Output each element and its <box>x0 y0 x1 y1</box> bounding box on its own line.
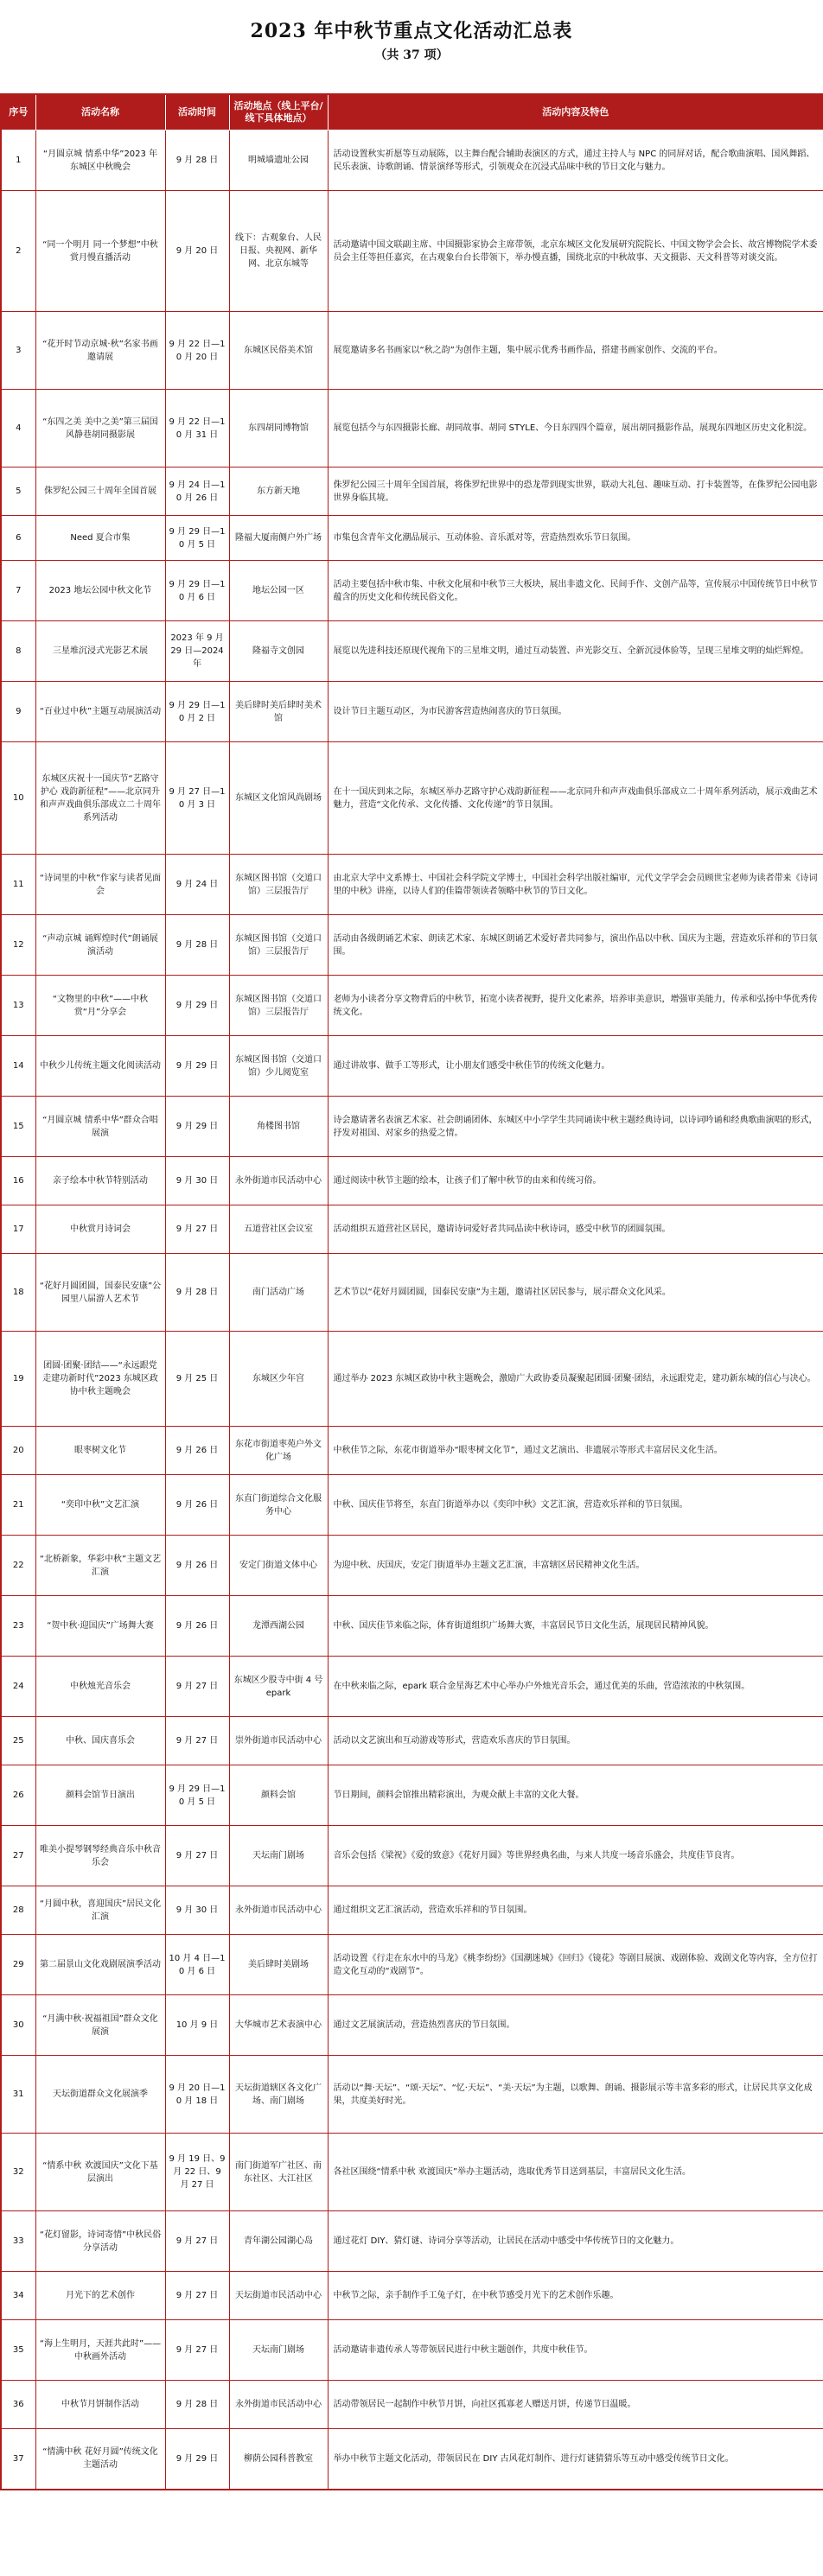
cell-venue: 东花市街道枣苑户外文化广场 <box>229 1427 328 1475</box>
table-row <box>1 561 823 621</box>
cell-no: 9 <box>1 682 35 742</box>
header-time: 活动时间 <box>165 94 229 130</box>
header-venue: 活动地点（线上平台/线下具体地点） <box>229 94 328 130</box>
table-row <box>1 1886 823 1935</box>
table-row <box>1 2134 823 2211</box>
cell-name: “月圆中秋，喜迎国庆”居民文化汇演 <box>35 1886 165 1935</box>
cell-name: “花开时节动京城·秋”名家书画邀请展 <box>35 312 165 390</box>
header-row <box>1 94 823 130</box>
cell-name: “花好月圆团圆，国泰民安康”公园里八届游人艺术节 <box>35 1254 165 1332</box>
cell-no: 21 <box>1 1475 35 1536</box>
cell-no: 11 <box>1 855 35 915</box>
cell-venue: 永外街道市民活动中心 <box>229 1886 328 1935</box>
cell-desc: 展览邀请多名书画家以“秋之韵”为创作主题，集中展示优秀书画作品，搭建书画家创作、交流的平台。 <box>328 312 823 390</box>
cell-venue: 永外街道市民活动中心 <box>229 2381 328 2429</box>
cell-no: 37 <box>1 2429 35 2490</box>
table-row <box>1 621 823 682</box>
cell-no: 8 <box>1 621 35 682</box>
cell-no: 25 <box>1 1717 35 1765</box>
cell-desc: 在中秋来临之际，epark 联合金星海艺术中心举办户外烛光音乐会，通过优美的乐曲，营造浓浓的中秋氛围。 <box>328 1657 823 1717</box>
cell-desc: 活动设置秋实祈愿等互动展陈，以主舞台配合辅助表演区的方式，通过主持人与 NPC 的同屏对话，配合歌曲演唱、国风舞蹈、民乐表演、诗歌朗诵、情景演绎等形式，引领观众在沉浸式品味中秋的节日文化与魅力。 <box>328 130 823 191</box>
cell-name: “月圆京城 情系中华”群众合唱展演 <box>35 1097 165 1157</box>
cell-time: 9 月 27 日—10 月 3 日 <box>165 742 229 855</box>
cell-name: 中秋赏月诗词会 <box>35 1205 165 1254</box>
cell-name: 中秋少儿传统主题文化阅读活动 <box>35 1036 165 1097</box>
cell-name: “北桥新象，华彩中秋”主题文艺汇演 <box>35 1536 165 1596</box>
cell-no: 23 <box>1 1596 35 1657</box>
cell-venue: 美后肆时美剧场 <box>229 1935 328 1995</box>
cell-time: 9 月 26 日 <box>165 1475 229 1536</box>
cell-time: 9 月 29 日 <box>165 1097 229 1157</box>
cell-no: 27 <box>1 1826 35 1886</box>
table-row <box>1 1036 823 1097</box>
cell-no: 3 <box>1 312 35 390</box>
table-row <box>1 2381 823 2429</box>
cell-desc: 活动主要包括中秋市集、中秋文化展和中秋节三大板块，展出非遗文化、民间手作、文创产品等，宣传展示中国传统节日中秋节蕴含的历史文化和传统民俗文化。 <box>328 561 823 621</box>
table-row <box>1 1596 823 1657</box>
cell-time: 9 月 28 日 <box>165 915 229 976</box>
cell-no: 20 <box>1 1427 35 1475</box>
cell-time: 9 月 22 日—10 月 20 日 <box>165 312 229 390</box>
cell-no: 22 <box>1 1536 35 1596</box>
cell-venue: 隆福寺文创园 <box>229 621 328 682</box>
table-row <box>1 1995 823 2056</box>
cell-venue: 五道营社区会议室 <box>229 1205 328 1254</box>
cell-desc: 中秋节之际，亲手制作手工兔子灯，在中秋节感受月光下的艺术创作乐趣。 <box>328 2272 823 2320</box>
cell-name: “声动京城 诵辉煌时代”朗诵展演活动 <box>35 915 165 976</box>
table-row <box>1 312 823 390</box>
cell-desc: 活动组织五道营社区居民，邀请诗词爱好者共同品读中秋诗词，感受中秋节的团圆氛围。 <box>328 1205 823 1254</box>
cell-no: 13 <box>1 976 35 1036</box>
cell-name: 亲子绘本中秋节特别活动 <box>35 1157 165 1205</box>
cell-no: 35 <box>1 2320 35 2381</box>
cell-time: 9 月 27 日 <box>165 1717 229 1765</box>
cell-venue: 天坛南门剧场 <box>229 1826 328 1886</box>
document-title: 2023 年中秋节重点文化活动汇总表 <box>250 20 573 42</box>
cell-desc: 由北京大学中文系博士、中国社会科学院文学博士，中国社会科学出版社编审，元代文学学会会员顾世宝老师为读者带来《诗词里的中秋》讲座，以诗人们的佳篇带领读者领略中秋节的节日文化。 <box>328 855 823 915</box>
cell-venue: 崇外街道市民活动中心 <box>229 1717 328 1765</box>
cell-venue: 东城区图书馆（交道口馆）三层报告厅 <box>229 855 328 915</box>
cell-name: “同一个明月 同一个梦想”中秋赏月慢直播活动 <box>35 191 165 312</box>
table-row <box>1 1157 823 1205</box>
table-header <box>1 94 823 130</box>
cell-time: 9 月 20 日 <box>165 191 229 312</box>
cell-time: 9 月 27 日 <box>165 1205 229 1254</box>
cell-desc: 活动以文艺演出和互动游戏等形式，营造欢乐喜庆的节日氛围。 <box>328 1717 823 1765</box>
cell-desc: 各社区围绕“情系中秋 欢渡国庆”举办主题活动，选取优秀节目送到基层，丰富居民文化生活。 <box>328 2134 823 2211</box>
cell-venue: 天坛街道市民活动中心 <box>229 2272 328 2320</box>
table-row <box>1 1657 823 1717</box>
cell-time: 9 月 25 日 <box>165 1332 229 1427</box>
table-row <box>1 1205 823 1254</box>
cell-venue: 柳荫公园科普教室 <box>229 2429 328 2490</box>
cell-no: 16 <box>1 1157 35 1205</box>
table-row <box>1 1475 823 1536</box>
table-row <box>1 1765 823 1826</box>
header-no: 序号 <box>1 94 35 130</box>
cell-desc: 中秋佳节之际，东花市街道举办“眼枣树文化节”，通过文艺演出、非遗展示等形式丰富居民文化生活。 <box>328 1427 823 1475</box>
cell-no: 7 <box>1 561 35 621</box>
cell-venue: 东四胡同博物馆 <box>229 390 328 467</box>
cell-name: “月圆京城 情系中华”2023 年东城区中秋晚会 <box>35 130 165 191</box>
cell-time: 9 月 29 日—10 月 5 日 <box>165 516 229 561</box>
table-row <box>1 1717 823 1765</box>
cell-name: 月光下的艺术创作 <box>35 2272 165 2320</box>
cell-name: “月满中秋·祝福祖国”群众文化展演 <box>35 1995 165 2056</box>
cell-venue: 龙潭西湖公园 <box>229 1596 328 1657</box>
cell-desc: 音乐会包括《梁祝》《爱的致意》《花好月圆》等世界经典名曲，与来人共度一场音乐盛会，共度佳节良宵。 <box>328 1826 823 1886</box>
table-row <box>1 976 823 1036</box>
cell-venue: 角楼图书馆 <box>229 1097 328 1157</box>
table-row <box>1 1935 823 1995</box>
cell-time: 9 月 27 日 <box>165 1826 229 1886</box>
cell-time: 10 月 9 日 <box>165 1995 229 2056</box>
cell-no: 6 <box>1 516 35 561</box>
cell-venue: 隆福大厦南侧户外广场 <box>229 516 328 561</box>
cell-desc: 通过举办 2023 东城区政协中秋主题晚会，激励广大政协委员凝聚起团圆·团聚·团结，永远跟党走，建功新东城的信心与决心。 <box>328 1332 823 1427</box>
cell-venue: 东城区少股寺中街 4 号 epark <box>229 1657 328 1717</box>
cell-no: 30 <box>1 1995 35 2056</box>
cell-no: 19 <box>1 1332 35 1427</box>
cell-desc: 展览以先进科技还原现代视角下的三星堆文明，通过互动装置、声光影交互、全新沉浸体验等，呈现三星堆文明的灿烂辉煌。 <box>328 621 823 682</box>
cell-no: 15 <box>1 1097 35 1157</box>
cell-no: 14 <box>1 1036 35 1097</box>
table-row <box>1 1826 823 1886</box>
cell-time: 9 月 30 日 <box>165 1886 229 1935</box>
cell-time: 9 月 28 日 <box>165 2381 229 2429</box>
table-row <box>1 1536 823 1596</box>
cell-desc: 通过花灯 DIY、猜灯谜、诗词分享等活动，让居民在活动中感受中华传统节日的文化魅力。 <box>328 2211 823 2272</box>
cell-no: 24 <box>1 1657 35 1717</box>
cell-venue: 地坛公园一区 <box>229 561 328 621</box>
cell-no: 32 <box>1 2134 35 2211</box>
cell-name: 眼枣树文化节 <box>35 1427 165 1475</box>
table-row <box>1 130 823 191</box>
cell-venue: 明城墙遗址公园 <box>229 130 328 191</box>
cell-desc: 在十一国庆到来之际，东城区举办艺路守护心戏韵新征程——北京同升和声声戏曲俱乐部成立二十周年系列活动，展示戏曲艺术魅力，营造“文化传承、文化传播、文化传递”的节日氛围。 <box>328 742 823 855</box>
table-row <box>1 1254 823 1332</box>
cell-desc: 活动带领居民一起制作中秋节月饼，向社区孤寡老人赠送月饼，传递节日温暖。 <box>328 2381 823 2429</box>
cell-venue: 东城区图书馆（交道口馆）少儿阅览室 <box>229 1036 328 1097</box>
cell-venue: 东方新天地 <box>229 467 328 516</box>
cell-no: 18 <box>1 1254 35 1332</box>
cell-time: 9 月 19 日、9 月 22 日、9 月 27 日 <box>165 2134 229 2211</box>
table-row <box>1 191 823 312</box>
cell-no: 34 <box>1 2272 35 2320</box>
cell-venue: 东直门街道综合文化服务中心 <box>229 1475 328 1536</box>
table-row <box>1 467 823 516</box>
cell-desc: 侏罗纪公园三十周年全国首展，将侏罗纪世界中的恐龙带到现实世界，联动大礼包、趣味互动、打卡装置等，在侏罗纪公园电影世界身临其境。 <box>328 467 823 516</box>
cell-name: 唯美小提琴钢琴经典音乐中秋音乐会 <box>35 1826 165 1886</box>
cell-time: 9 月 30 日 <box>165 1157 229 1205</box>
table-row <box>1 855 823 915</box>
cell-name: 东城区庆祝十一国庆节“艺路守护心 戏韵新征程”——北京同升和声声戏曲俱乐部成立二十周年系列活动 <box>35 742 165 855</box>
cell-name: 2023 地坛公园中秋文化节 <box>35 561 165 621</box>
cell-desc: 诗会邀请著名表演艺术家、社会朗诵团体、东城区中小学学生共同诵读中秋主题经典诗词，以诗词吟诵和经典歌曲演唱的形式，抒发对祖国、对家乡的热爱之情。 <box>328 1097 823 1157</box>
cell-venue: 大华城市艺术表演中心 <box>229 1995 328 2056</box>
cell-no: 1 <box>1 130 35 191</box>
cell-time: 9 月 28 日 <box>165 130 229 191</box>
cell-venue: 东城区少年宫 <box>229 1332 328 1427</box>
cell-name: “情系中秋 欢渡国庆”文化下基层演出 <box>35 2134 165 2211</box>
cell-name: “诗词里的中秋”作家与读者见面会 <box>35 855 165 915</box>
table-row <box>1 742 823 855</box>
cell-name: “情满中秋 花好月圆”传统文化主题活动 <box>35 2429 165 2490</box>
cell-no: 31 <box>1 2056 35 2134</box>
cell-name: “百业过中秋”主题互动展演活动 <box>35 682 165 742</box>
cell-desc: 通过阅读中秋节主题的绘本，让孩子们了解中秋节的由来和传统习俗。 <box>328 1157 823 1205</box>
cell-time: 2023 年 9 月 29 日—2024 年 <box>165 621 229 682</box>
cell-name: “花灯留影，诗词寄情”中秋民俗分享活动 <box>35 2211 165 2272</box>
cell-desc: 中秋、国庆佳节将至，东直门街道举办以《奕印中秋》文艺汇演，营造欢乐祥和的节日氛围。 <box>328 1475 823 1536</box>
cell-name: 中秋、国庆喜乐会 <box>35 1717 165 1765</box>
cell-time: 9 月 28 日 <box>165 1254 229 1332</box>
cell-time: 9 月 24 日 <box>165 855 229 915</box>
cell-venue: 青年湖公园湖心岛 <box>229 2211 328 2272</box>
cell-name: “奕印中秋”文艺汇演 <box>35 1475 165 1536</box>
table-row <box>1 390 823 467</box>
cell-name: 第二届景山文化戏剧展演季活动 <box>35 1935 165 1995</box>
cell-desc: 举办中秋节主题文化活动，带领居民在 DIY 古风花灯制作、进行灯谜猜猜乐等互动中感受传统节日文化。 <box>328 2429 823 2490</box>
cell-time: 9 月 20 日—10 月 18 日 <box>165 2056 229 2134</box>
cell-venue: 东城区图书馆（交道口馆）三层报告厅 <box>229 976 328 1036</box>
cell-time: 9 月 29 日—10 月 6 日 <box>165 561 229 621</box>
table-row <box>1 915 823 976</box>
cell-time: 9 月 29 日—10 月 2 日 <box>165 682 229 742</box>
cell-desc: 节日期间，颜料会馆推出精彩演出，为观众献上丰富的文化大餐。 <box>328 1765 823 1826</box>
table-row <box>1 2272 823 2320</box>
cell-name: “贺中秋·迎国庆”广场舞大赛 <box>35 1596 165 1657</box>
cell-time: 9 月 26 日 <box>165 1536 229 1596</box>
table-row <box>1 2056 823 2134</box>
cell-no: 5 <box>1 467 35 516</box>
document-subtitle: （共 37 项） <box>374 48 449 62</box>
cell-venue: 线下：古观象台、人民日报、央视网、新华网、北京东城等 <box>229 191 328 312</box>
cell-time: 9 月 27 日 <box>165 1657 229 1717</box>
cell-desc: 市集包含青年文化潮品展示、互动体验、音乐派对等，营造热烈欢乐节日氛围。 <box>328 516 823 561</box>
cell-no: 10 <box>1 742 35 855</box>
cell-no: 12 <box>1 915 35 976</box>
cell-venue: 东城区民俗美术馆 <box>229 312 328 390</box>
table-row <box>1 1332 823 1427</box>
cell-desc: 通过组织文艺汇演活动，营造欢乐祥和的节日氛围。 <box>328 1886 823 1935</box>
table-row <box>1 1097 823 1157</box>
cell-time: 9 月 26 日 <box>165 1596 229 1657</box>
cell-time: 9 月 27 日 <box>165 2320 229 2381</box>
header-name: 活动名称 <box>35 94 165 130</box>
cell-name: 三星堆沉浸式光影艺术展 <box>35 621 165 682</box>
cell-time: 9 月 29 日 <box>165 1036 229 1097</box>
table-row <box>1 516 823 561</box>
cell-desc: 设计节日主题互动区，为市民游客营造热闹喜庆的节日氛围。 <box>328 682 823 742</box>
cell-no: 33 <box>1 2211 35 2272</box>
cell-desc: 中秋、国庆佳节来临之际，体育街道组织广场舞大赛，丰富居民节日文化生活，展现居民精神风貌。 <box>328 1596 823 1657</box>
cell-name: 侏罗纪公园三十周年全国首展 <box>35 467 165 516</box>
header-desc: 活动内容及特色 <box>328 94 823 130</box>
cell-desc: 通过文艺展演活动，营造热烈喜庆的节日氛围。 <box>328 1995 823 2056</box>
cell-time: 9 月 27 日 <box>165 2272 229 2320</box>
cell-time: 9 月 26 日 <box>165 1427 229 1475</box>
cell-venue: 天坛街道辖区各文化广场、南门剧场 <box>229 2056 328 2134</box>
cell-desc: 通过讲故事、做手工等形式，让小朋友们感受中秋佳节的传统文化魅力。 <box>328 1036 823 1097</box>
cell-venue: 美后肆时美后肆时美术馆 <box>229 682 328 742</box>
cell-no: 17 <box>1 1205 35 1254</box>
cell-no: 26 <box>1 1765 35 1826</box>
cell-venue: 东城区图书馆（交道口馆）三层报告厅 <box>229 915 328 976</box>
cell-venue: 南门街道军广社区、南东社区、大江社区 <box>229 2134 328 2211</box>
cell-no: 36 <box>1 2381 35 2429</box>
cell-venue: 东城区文化馆风尚剧场 <box>229 742 328 855</box>
cell-desc: 活动设置《行走在东水中的马龙》《桃李纷纷》《国潮迷城》《回归》《镜花》等剧目展演、戏剧体验、戏剧文化等内容，全方位打造文化互动的“戏剧节”。 <box>328 1935 823 1995</box>
table-row <box>1 2211 823 2272</box>
cell-name: 团圆·团聚·团结——“永远跟党走建功新时代”2023 东城区政协中秋主题晚会 <box>35 1332 165 1427</box>
cell-name: 颜料会馆节日演出 <box>35 1765 165 1826</box>
cell-time: 9 月 24 日—10 月 26 日 <box>165 467 229 516</box>
cell-desc: 活动由各级朗诵艺术家、朗读艺术家、东城区朗诵艺术爱好者共同参与，演出作品以中秋、国庆为主题，营造欢乐祥和的节日氛围。 <box>328 915 823 976</box>
cell-name: Need 夏合市集 <box>35 516 165 561</box>
events-table <box>0 93 823 2490</box>
cell-desc: 活动以“舞·天坛”、“颂·天坛”、“忆·天坛”、“美·天坛”为主题，以歌舞、朗诵、摄影展示等丰富多彩的形式，让居民共享文化成果，共度美好时光。 <box>328 2056 823 2134</box>
cell-name: “海上生明月，天涯共此时”——中秋画外活动 <box>35 2320 165 2381</box>
cell-name: 天坛街道群众文化展演季 <box>35 2056 165 2134</box>
cell-time: 9 月 29 日—10 月 5 日 <box>165 1765 229 1826</box>
cell-desc: 展览包括今与东四摄影长廊、胡同故事、胡同 STYLE、今日东四四个篇章，展出胡同摄影作品，展现东四地区历史文化积淀。 <box>328 390 823 467</box>
cell-time: 9 月 29 日 <box>165 2429 229 2490</box>
table-row <box>1 2320 823 2381</box>
table-row <box>1 1427 823 1475</box>
cell-no: 4 <box>1 390 35 467</box>
cell-venue: 天坛南门剧场 <box>229 2320 328 2381</box>
cell-time: 9 月 27 日 <box>165 2211 229 2272</box>
cell-desc: 活动邀请非遗传承人等带领居民进行中秋主题创作，共度中秋佳节。 <box>328 2320 823 2381</box>
table-row <box>1 2429 823 2490</box>
table-row <box>1 682 823 742</box>
cell-venue: 永外街道市民活动中心 <box>229 1157 328 1205</box>
cell-time: 10 月 4 日—10 月 6 日 <box>165 1935 229 1995</box>
cell-time: 9 月 29 日 <box>165 976 229 1036</box>
cell-time: 9 月 22 日—10 月 31 日 <box>165 390 229 467</box>
table-body <box>1 130 823 2490</box>
cell-desc: 艺术节以“花好月圆团圆，国泰民安康”为主题，邀请社区居民参与，展示群众文化风采。 <box>328 1254 823 1332</box>
cell-venue: 颜料会馆 <box>229 1765 328 1826</box>
cell-no: 29 <box>1 1935 35 1995</box>
cell-name: “东四之美 美中之美”第三届国风静巷胡同摄影展 <box>35 390 165 467</box>
cell-no: 28 <box>1 1886 35 1935</box>
cell-desc: 活动邀请中国文联副主席、中国摄影家协会主席带领，北京东城区文化发展研究院院长、中国文物学会会长、故宫博物院学术委员会主任等担任嘉宾，在古观象台台长带领下，举办慢直播，围绕北京的中秋故事、天文摄影、天文科普等对谈交流。 <box>328 191 823 312</box>
cell-no: 2 <box>1 191 35 312</box>
cell-name: “文物里的中秋”——中秋赏“月”分享会 <box>35 976 165 1036</box>
cell-name: 中秋节月饼制作活动 <box>35 2381 165 2429</box>
cell-name: 中秋烛光音乐会 <box>35 1657 165 1717</box>
cell-desc: 为迎中秋、庆国庆，安定门街道举办主题文艺汇演，丰富辖区居民精神文化生活。 <box>328 1536 823 1596</box>
cell-desc: 老师为小读者分享文物背后的中秋节，拓宽小读者视野，提升文化素养，培养审美意识，增强审美能力，传承和弘扬中华优秀传统文化。 <box>328 976 823 1036</box>
cell-venue: 南门活动广场 <box>229 1254 328 1332</box>
cell-venue: 安定门街道文体中心 <box>229 1536 328 1596</box>
